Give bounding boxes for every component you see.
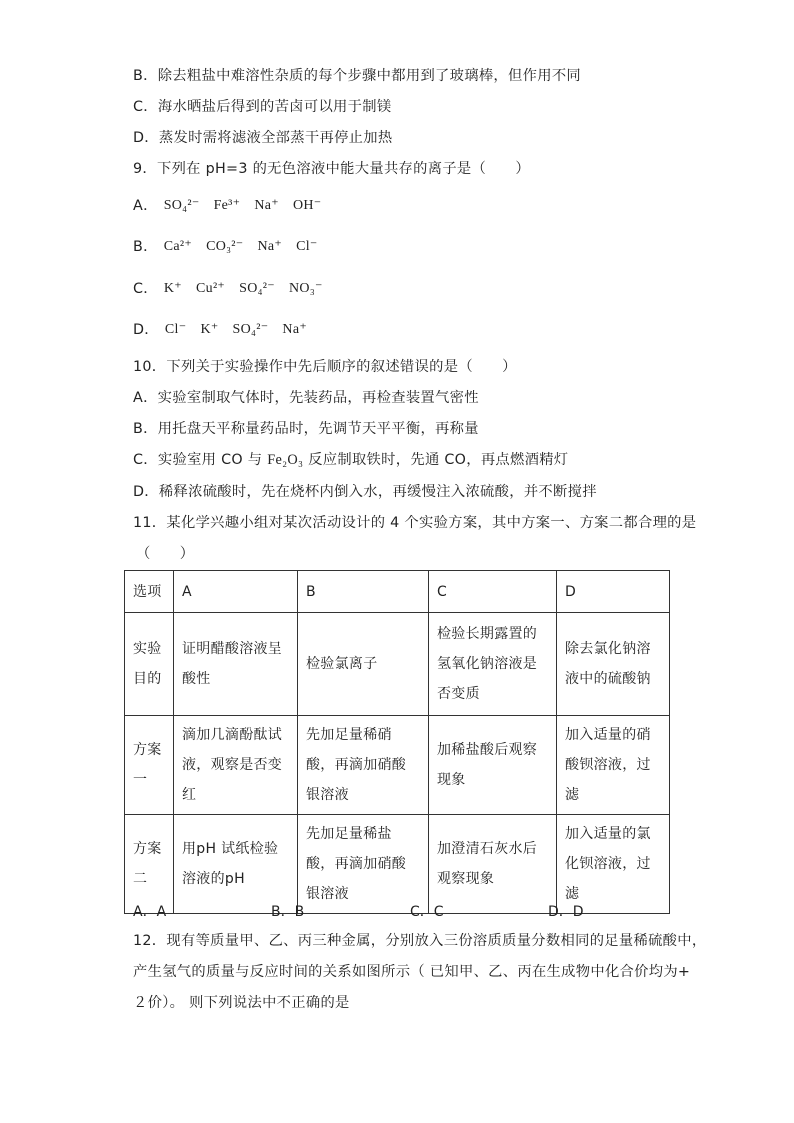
table-cell: 用pH 试纸检验溶液的pH [174, 815, 298, 914]
ion: Na⁺ [257, 239, 283, 254]
q9-option-c [133, 279, 337, 299]
ion: K⁺ [163, 281, 182, 296]
chemical-formula: Fe₂O₃ [267, 452, 304, 468]
table-cell: 方案一 [125, 716, 174, 815]
q9-option-b [133, 237, 332, 257]
q11-options-table [124, 570, 670, 914]
answer-option-b: B．B [271, 904, 305, 920]
q10-option-b: B．用托盘天平称量药品时，先调节天平平衡，再称量 [133, 421, 479, 437]
ion: Cu²⁺ [196, 281, 226, 296]
q9-stem: 9．下列在 pH=3 的无色溶液中能大量共存的离子是（ ） [133, 161, 530, 177]
q9-option-d [133, 320, 321, 340]
table-cell: 检验氯离子 [298, 613, 429, 716]
ion: Ca²⁺ [163, 239, 193, 254]
table-header-cell: D [557, 571, 670, 613]
option-label: B． [133, 239, 158, 255]
table-header-cell: C [429, 571, 557, 613]
q12-stem-line3: ２价）。 则下列说法中不正确的是 [133, 995, 350, 1011]
ion: K⁺ [200, 322, 219, 337]
ion: Fe³⁺ [213, 198, 241, 213]
table-cell: 加入适量的硝酸钡溶液，过滤 [557, 716, 670, 815]
q8-option-c: C．海水晒盐后得到的苦卤可以用于制镁 [133, 99, 392, 115]
ion: SO₄²⁻ [239, 281, 275, 296]
option-c-suffix: 反应制取铁时，先通 CO，再点燃酒精灯 [303, 452, 569, 468]
table-cell: 加稀盐酸后观察现象 [429, 716, 557, 815]
table-cell: 加澄清石灰水后观察现象 [429, 815, 557, 914]
table-header-cell: 选项 [125, 571, 174, 613]
q12-stem-line1: 12．现有等质量甲、乙、丙三种金属，分别放入三份溶质质量分数相同的足量稀硫酸中， [133, 933, 707, 949]
q10-option-d: D．稀释浓硫酸时，先在烧杯内倒入水，再缓慢注入浓硫酸，并不断搅拌 [133, 484, 597, 500]
table-header-cell: A [174, 571, 298, 613]
table-header-row [125, 571, 670, 613]
q10-stem: 10．下列关于实验操作中先后顺序的叙述错误的是（ ） [133, 359, 517, 375]
ion: Cl⁻ [296, 239, 318, 254]
ion: SO₄²⁻ [163, 198, 200, 213]
option-label: A． [133, 198, 158, 214]
table-cell: 除去氯化钠溶液中的硫酸钠 [557, 613, 670, 716]
q8-option-b: B．除去粗盐中难溶性杂质的每个步骤中都用到了玻璃棒，但作用不同 [133, 68, 582, 84]
ion: SO₄²⁻ [232, 322, 269, 337]
ion: OH⁻ [292, 198, 322, 213]
answer-option-c: C．C [410, 904, 444, 920]
table-cell: 先加足量稀盐酸，再滴加硝酸银溶液 [298, 815, 429, 914]
q12-stem-line2: 产生氢气的质量与反应时间的关系如图所示（ 已知甲、乙、丙在生成物中化合价均为+ [133, 964, 691, 980]
option-label: D． [133, 322, 159, 338]
ion: Na⁺ [254, 198, 279, 213]
table-row [125, 716, 670, 815]
ion: Cl⁻ [164, 322, 187, 337]
ion: NO₃⁻ [289, 281, 323, 296]
q8-option-d: D．蒸发时需将滤液全部蒸干再停止加热 [133, 130, 393, 146]
table-row [125, 613, 670, 716]
ion: CO₃²⁻ [206, 239, 244, 254]
table-cell: 加入适量的氯化钡溶液，过滤 [557, 815, 670, 914]
ion: Na⁺ [282, 322, 308, 337]
q11-answer-paren: （ ） [136, 546, 195, 562]
option-label: C． [133, 281, 158, 297]
table-row [125, 815, 670, 914]
table-cell: 实验目的 [125, 613, 174, 716]
option-c-prefix: C．实验室用 CO 与 [133, 452, 268, 468]
answer-option-a: A．A [133, 904, 167, 920]
q9-option-a [133, 196, 336, 216]
table-cell: 方案二 [125, 815, 174, 914]
q11-stem: 11．某化学兴趣小组对某次活动设计的 4 个实验方案，其中方案一、方案二都合理的是 [133, 515, 697, 531]
answer-option-d: D．D [548, 904, 584, 920]
table-cell: 检验长期露置的氢氧化钠溶液是否变质 [429, 613, 557, 716]
table-header-cell: B [298, 571, 429, 613]
table-cell: 先加足量稀硝酸，再滴加硝酸银溶液 [298, 716, 429, 815]
table-cell: 证明醋酸溶液呈酸性 [174, 613, 298, 716]
q10-option-a: A．实验室制取气体时，先装药品，再检查装置气密性 [133, 390, 479, 406]
table-cell: 滴加几滴酚酞试液，观察是否变红 [174, 716, 298, 815]
q10-option-c [133, 450, 568, 470]
